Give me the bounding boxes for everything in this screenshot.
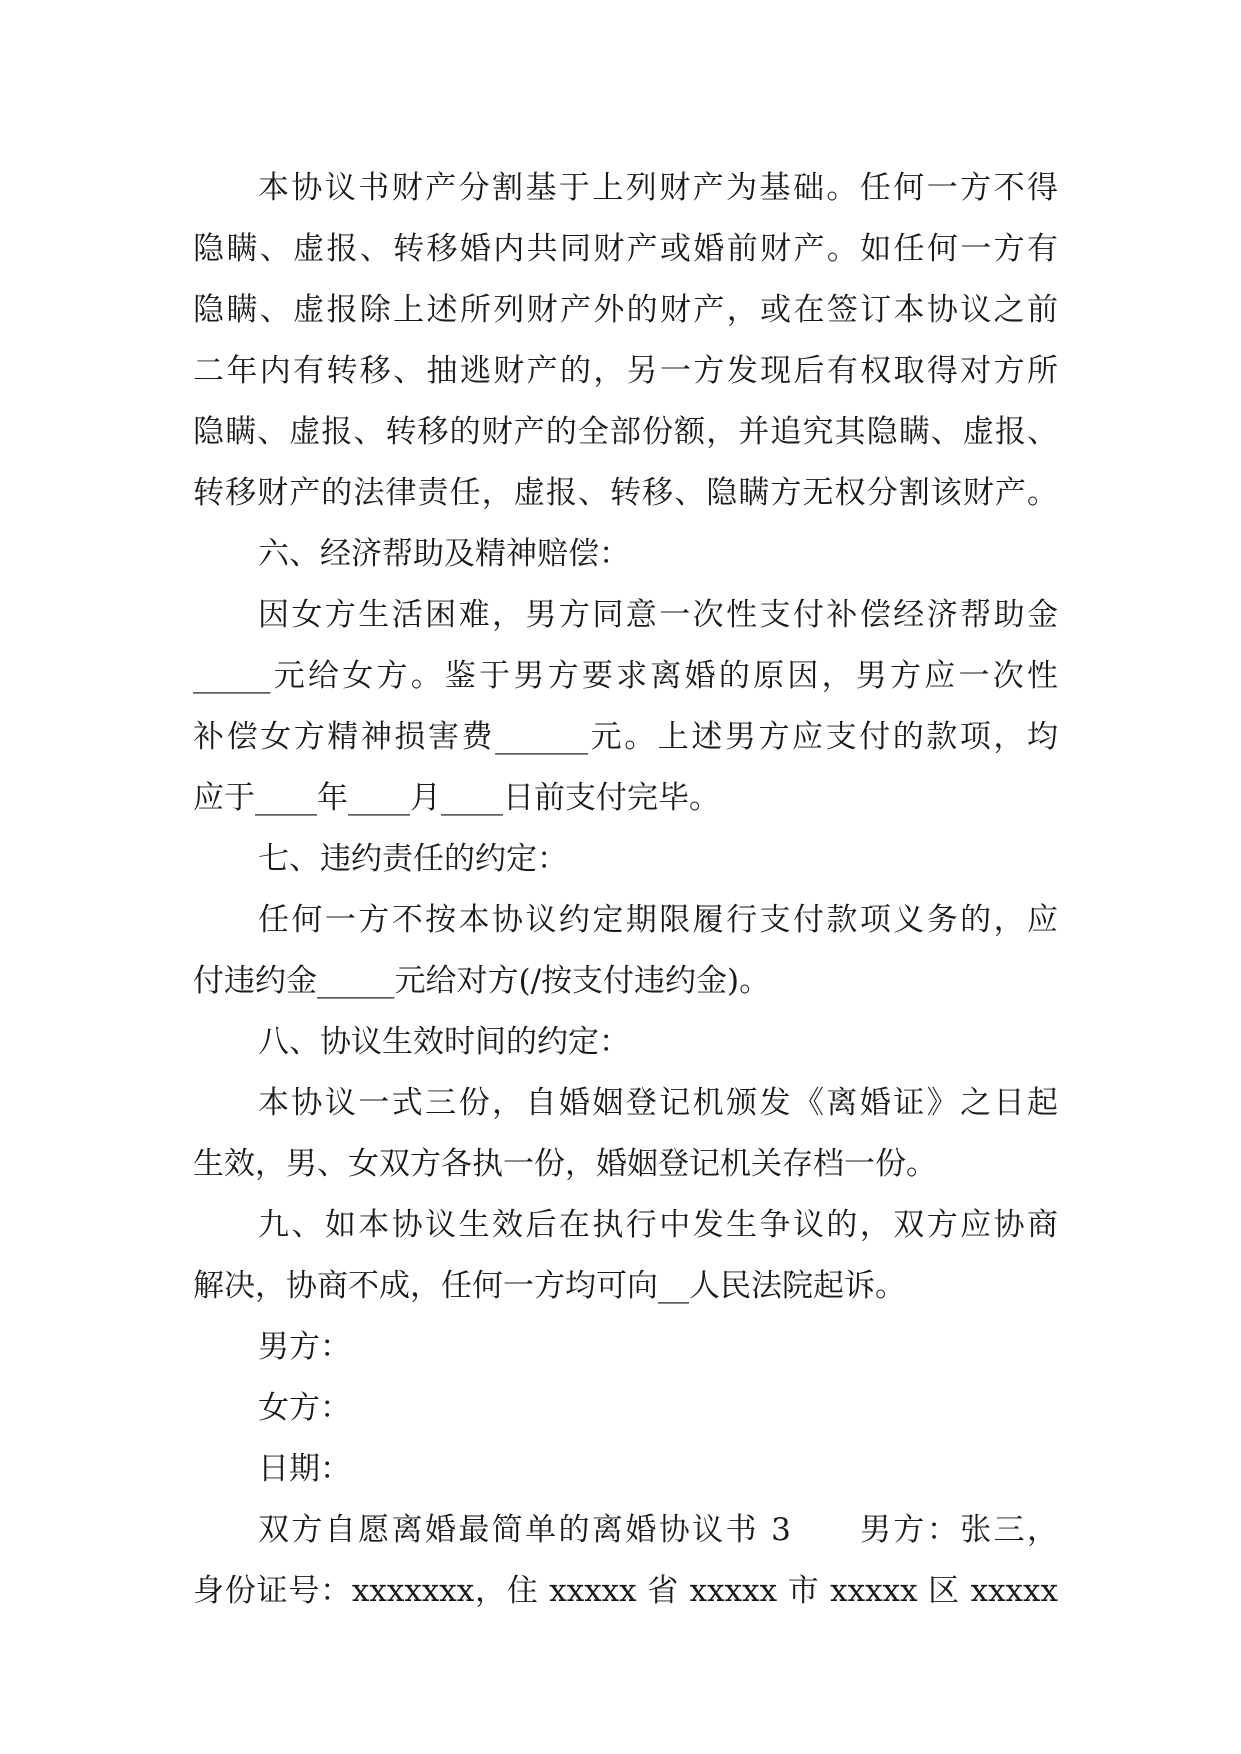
text-line: 八、协议生效时间的约定：: [258, 1024, 630, 1060]
text-line: 隐瞒、虚报、转移婚内共同财产或婚前财产。如任何一方有: [193, 231, 1058, 267]
text-line: 补偿女方精神损害费______元。上述男方应支付的款项，均: [193, 719, 1058, 755]
text-line: 生效，男、女双方各执一份，婚姻登记机关存档一份。: [193, 1146, 937, 1182]
text-line: 付违约金_____元给对方(/按支付违约金)。: [193, 963, 771, 999]
text-line: 日期：: [258, 1451, 351, 1487]
text-line: 因女方生活困难，男方同意一次性支付补偿经济帮助金: [258, 597, 1058, 633]
text-line: 隐瞒、虚报除上述所列财产外的财产，或在签订本协议之前: [193, 292, 1058, 328]
text-line: _____元给女方。鉴于男方要求离婚的原因，男方应一次性: [193, 658, 1058, 694]
text-line: 转移财产的法律责任，虚报、转移、隐瞒方无权分割该财产。: [193, 475, 1058, 511]
text-line: 女方：: [258, 1390, 351, 1426]
text-line: 隐瞒、虚报、转移的财产的全部份额，并追究其隐瞒、虚报、: [193, 414, 1058, 450]
text-line: 二年内有转移、抽逃财产的，另一方发现后有权取得对方所: [193, 353, 1058, 389]
text-line: 解决，协商不成，任何一方均可向__人民法院起诉。: [193, 1268, 906, 1304]
text-line: 七、违约责任的约定：: [258, 841, 568, 877]
text-line: 双方自愿离婚最简单的离婚协议书 3 男方：张三，: [258, 1512, 1058, 1548]
text-line: 九、如本协议生效后在执行中发生争议的，双方应协商: [258, 1207, 1058, 1243]
text-line: 本协议一式三份，自婚姻登记机颁发《离婚证》之日起: [258, 1085, 1058, 1121]
document-body: [193, 158, 1058, 1622]
text-line: 男方：: [258, 1329, 351, 1365]
text-line: 应于____年____月____日前支付完毕。: [193, 780, 720, 816]
text-line: 任何一方不按本协议约定期限履行支付款项义务的，应: [258, 902, 1058, 938]
text-line: 身份证号：xxxxxxx，住 xxxxx 省 xxxxx 市 xxxxx 区 xxxxx: [193, 1573, 1058, 1609]
text-line: 本协议书财产分割基于上列财产为基础。任何一方不得: [258, 170, 1058, 206]
text-line: 六、经济帮助及精神赔偿：: [258, 536, 630, 572]
